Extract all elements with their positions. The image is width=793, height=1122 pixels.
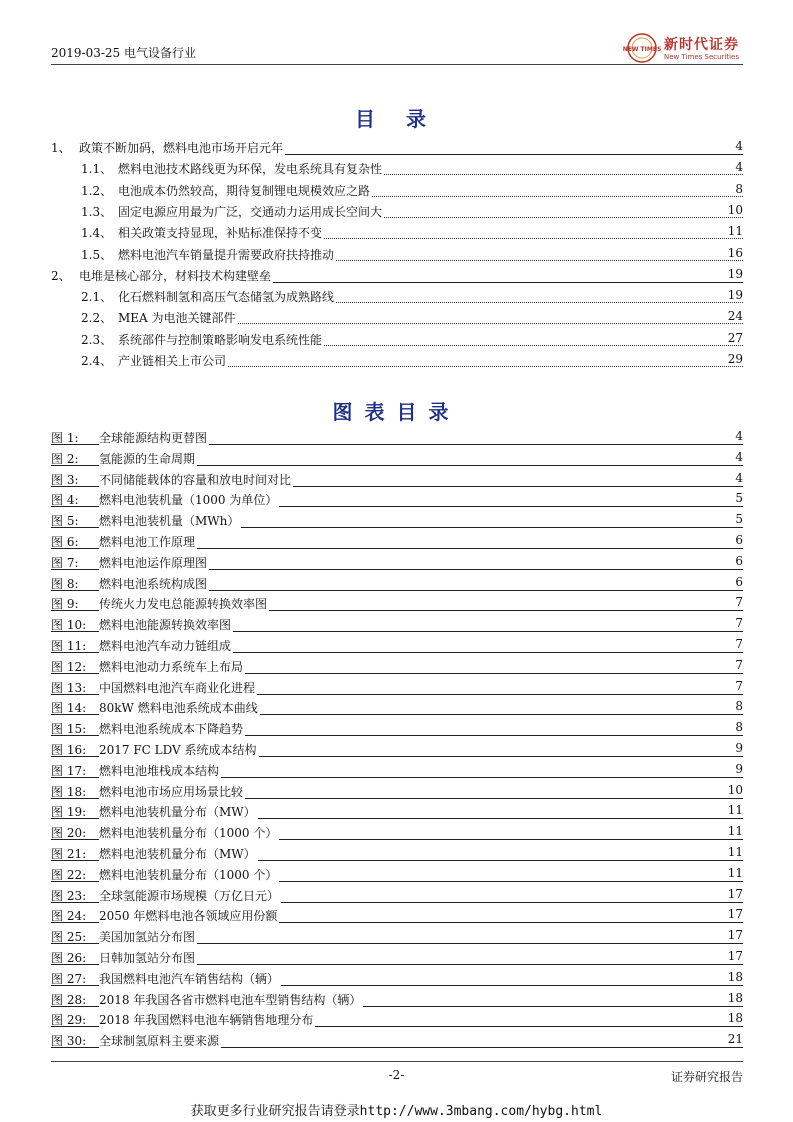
figure-entry-title: 80kW 燃料电池系统成本曲线 xyxy=(99,701,258,716)
figure-entry[interactable] xyxy=(51,552,743,572)
figure-entry-number: 图 19: xyxy=(51,805,87,820)
toc-entry-title: 燃料电池技术路线更为环保，发电系统具有复杂性 xyxy=(118,162,383,177)
figure-entry[interactable] xyxy=(51,510,743,530)
footer-page-number: -2- xyxy=(388,1068,405,1082)
figure-entry[interactable] xyxy=(51,864,743,884)
figure-entry-title: 燃料电池装机量分布（MW） xyxy=(99,805,256,820)
figure-entry-title: 燃料电池装机量分布（MW） xyxy=(99,847,256,861)
toc-entry[interactable] xyxy=(51,286,743,306)
figure-entry-page: 6 xyxy=(735,553,743,568)
toc-entry-page: 19 xyxy=(727,288,743,303)
toc-entry-number: 2.3、 xyxy=(81,332,113,347)
figure-entry-number: 图 9: xyxy=(51,597,79,612)
figure-entry[interactable] xyxy=(51,843,743,863)
figure-entry-title: 全球能源结构更替图 xyxy=(99,431,208,445)
toc-entry-page: 24 xyxy=(727,309,743,324)
figure-entry-number: 图 18: xyxy=(51,784,87,799)
figure-entry-page: 17 xyxy=(727,886,743,901)
toc-entry[interactable] xyxy=(51,158,743,178)
figure-entry[interactable] xyxy=(51,489,743,509)
figure-entry-number: 图 17: xyxy=(51,763,87,778)
logo-company-name-cn: 新时代证券 xyxy=(664,37,739,53)
figure-entry[interactable] xyxy=(51,905,743,925)
figure-entry-number: 图 1: xyxy=(51,431,79,445)
toc-entry-title: MEA 为电池关键部件 xyxy=(118,311,236,326)
figure-entry-title: 氢能源的生命周期 xyxy=(99,451,196,466)
logo-badge-text: NEW TIMES xyxy=(622,46,662,53)
figure-entry-page: 18 xyxy=(727,990,743,1005)
figure-entry[interactable] xyxy=(51,448,743,468)
figure-entry[interactable] xyxy=(51,801,743,821)
toc-entry[interactable] xyxy=(51,201,743,221)
figure-entry-title: 燃料电池装机量（MWh） xyxy=(99,514,240,529)
figure-entry-number: 图 22: xyxy=(51,867,87,882)
figure-entry[interactable] xyxy=(51,760,743,780)
figure-entry-page: 9 xyxy=(735,741,743,755)
toc-entry-title: 电堆是核心部分，材料技术构建壁垒 xyxy=(79,268,272,283)
figure-entry-number: 图 8: xyxy=(51,576,79,591)
figure-entry[interactable] xyxy=(51,989,743,1009)
figure-entry-page: 11 xyxy=(727,845,743,859)
figure-entry-page: 5 xyxy=(735,512,743,527)
figure-entry-page: 11 xyxy=(727,803,743,818)
figure-entry-number: 图 21: xyxy=(51,847,87,861)
toc-entry-title: 产业链相关上市公司 xyxy=(118,354,227,368)
toc-entry[interactable] xyxy=(51,180,743,200)
figure-entry-number: 图 13: xyxy=(51,680,87,695)
figure-entry-title: 传统火力发电总能源转换效率图 xyxy=(99,597,268,612)
toc-entry-number: 2.4、 xyxy=(81,354,113,368)
figure-entry[interactable] xyxy=(51,968,743,988)
footer-report-type: 证券研究报告 xyxy=(670,1070,743,1084)
figure-entry-page: 11 xyxy=(727,865,743,880)
figure-entry-title: 燃料电池装机量（1000 为单位） xyxy=(99,493,278,508)
figure-entry[interactable] xyxy=(51,593,743,613)
figure-entry-title: 2050 年燃料电池各领域应用份额 xyxy=(99,909,278,924)
figure-entry-title: 燃料电池能源转换效率图 xyxy=(99,618,232,633)
figure-entry[interactable] xyxy=(51,781,743,801)
toc-entry[interactable] xyxy=(51,244,743,264)
toc-entry-page: 11 xyxy=(727,224,743,239)
figure-entry-title: 燃料电池装机量分布（1000 个） xyxy=(99,826,278,841)
header-divider xyxy=(51,64,743,65)
figure-entry-number: 图 24: xyxy=(51,909,87,924)
company-logo xyxy=(622,32,746,64)
toc-entry-number: 1.3、 xyxy=(81,204,113,219)
logo-company-name-en: New Times Securities xyxy=(664,53,739,61)
figure-entry-number: 图 20: xyxy=(51,826,87,841)
toc-entry-number: 2.2、 xyxy=(81,311,113,326)
toc-heading: 目 录 xyxy=(355,107,438,131)
figure-entry-number: 图 30: xyxy=(51,1034,87,1049)
toc-entry-number: 2、 xyxy=(51,268,71,283)
figure-entry-number: 图 23: xyxy=(51,888,87,903)
figure-entry-number: 图 14: xyxy=(51,701,87,716)
figure-list-heading: 图表目录 xyxy=(332,400,461,424)
figure-entry-number: 图 11: xyxy=(51,639,87,653)
figure-entry-page: 17 xyxy=(727,949,743,963)
toc-entry-title: 系统部件与控制策略影响发电系统性能 xyxy=(118,332,323,347)
toc-entry-page: 19 xyxy=(727,266,743,281)
figure-entry-title: 燃料电池运作原理图 xyxy=(99,555,208,570)
toc-entry[interactable] xyxy=(51,307,743,327)
figure-entry-title: 日韩加氢站分布图 xyxy=(99,951,196,965)
figure-entry-number: 图 3: xyxy=(51,472,79,487)
toc-entry-page: 4 xyxy=(735,160,743,175)
figure-entry-number: 图 25: xyxy=(51,930,87,945)
figure-entry[interactable] xyxy=(51,947,743,967)
figure-entry-page: 4 xyxy=(735,449,743,464)
figure-entry-title: 不同储能载体的容量和放电时间对比 xyxy=(99,472,292,487)
figure-entry-title: 全球氢能源市场规模（万亿日元） xyxy=(99,888,280,903)
figure-entry-number: 图 26: xyxy=(51,951,87,965)
toc-entry-title: 固定电源应用最为广泛，交通动力运用成长空间大 xyxy=(118,204,383,219)
figure-entry-page: 10 xyxy=(727,782,743,797)
toc-entry-page: 10 xyxy=(727,202,743,217)
figure-entry-page: 6 xyxy=(735,533,743,547)
figure-entry-title: 燃料电池系统成本下降趋势 xyxy=(99,722,244,737)
figure-entry-page: 11 xyxy=(727,824,743,839)
toc-entry-page: 16 xyxy=(727,245,743,260)
footer-divider xyxy=(51,1061,743,1062)
toc-entry-page: 27 xyxy=(727,330,743,345)
figure-entry-page: 8 xyxy=(735,699,743,714)
figure-entry-page: 21 xyxy=(727,1032,743,1047)
toc-entry-page: 29 xyxy=(727,352,743,366)
figure-entry[interactable] xyxy=(51,614,743,634)
toc-entry-page: 8 xyxy=(735,181,743,196)
figure-entry-title: 全球制氢原料主要来源 xyxy=(99,1034,220,1049)
figure-entry[interactable] xyxy=(51,1009,743,1029)
figure-entry-title: 美国加氢站分布图 xyxy=(99,930,196,945)
toc-entry-title: 政策不断加码，燃料电池市场开启元年 xyxy=(79,141,284,155)
toc-entry-number: 1、 xyxy=(51,141,71,155)
figure-entry-number: 图 28: xyxy=(51,992,87,1007)
figure-entry-page: 7 xyxy=(735,595,743,610)
figure-entry-number: 图 29: xyxy=(51,1013,87,1028)
figure-entry-title: 燃料电池堆栈成本结构 xyxy=(99,763,220,778)
figure-entry-page: 7 xyxy=(735,637,743,651)
figure-entry-title: 2017 FC LDV 系统成本结构 xyxy=(99,743,257,757)
figure-entry-number: 图 16: xyxy=(51,743,87,757)
figure-entry[interactable] xyxy=(51,469,743,489)
figure-entry-number: 图 4: xyxy=(51,493,79,508)
figure-entry-number: 图 6: xyxy=(51,535,79,549)
toc-entry-number: 1.5、 xyxy=(81,247,113,262)
figure-entry[interactable] xyxy=(51,822,743,842)
figure-entry-title: 中国燃料电池汽车商业化进程 xyxy=(99,680,256,695)
toc-entry-title: 燃料电池汽车销量提升需要政府扶持推动 xyxy=(118,247,335,262)
figure-entry[interactable] xyxy=(51,573,743,593)
figure-entry-page: 9 xyxy=(735,761,743,776)
figure-entry-number: 图 27: xyxy=(51,971,87,986)
figure-entry-title: 2018 年我国各省市燃料电池车型销售结构（辆） xyxy=(99,992,362,1007)
figure-entry[interactable] xyxy=(51,1030,743,1050)
figure-entry-page: 7 xyxy=(735,616,743,631)
toc-entry-number: 1.2、 xyxy=(81,183,113,198)
figure-entry[interactable] xyxy=(51,926,743,946)
figure-entry[interactable] xyxy=(51,718,743,738)
figure-entry[interactable] xyxy=(51,677,743,697)
figure-entry-page: 5 xyxy=(735,491,743,506)
figure-entry-title: 燃料电池汽车动力链组成 xyxy=(99,639,232,653)
figure-entry[interactable] xyxy=(51,697,743,717)
figure-entry-number: 图 2: xyxy=(51,451,79,466)
figure-entry-page: 7 xyxy=(735,678,743,693)
figure-entry-page: 7 xyxy=(735,657,743,672)
toc-entry[interactable] xyxy=(51,137,743,157)
toc-entry-title: 相关政策支持显现，补贴标准保持不变 xyxy=(118,226,323,241)
toc-entry[interactable] xyxy=(51,329,743,349)
figure-entry-title: 燃料电池动力系统车上布局 xyxy=(99,659,244,674)
figure-entry-title: 燃料电池市场应用场景比较 xyxy=(99,784,244,799)
header-date-industry: 2019-03-25 电气设备行业 xyxy=(51,46,197,60)
figure-entry-number: 图 10: xyxy=(51,618,87,633)
figure-entry[interactable] xyxy=(51,635,743,655)
figure-entry[interactable] xyxy=(51,531,743,551)
figure-entry-page: 17 xyxy=(727,907,743,922)
toc-entry-number: 1.1、 xyxy=(81,162,113,177)
figure-entry-page: 17 xyxy=(727,928,743,943)
toc-entry-title: 化石燃料制氢和高压气态储氢为成熟路线 xyxy=(118,290,335,305)
toc-entry[interactable] xyxy=(51,222,743,242)
figure-entry-page: 4 xyxy=(735,429,743,443)
figure-entry-number: 图 15: xyxy=(51,722,87,737)
figure-entry-title: 燃料电池系统构成图 xyxy=(99,576,208,591)
toc-entry-title: 电池成本仍然较高，期待复制锂电规模效应之路 xyxy=(118,183,371,198)
figure-entry[interactable] xyxy=(51,656,743,676)
toc-entry[interactable] xyxy=(51,265,743,285)
figure-entry-page: 8 xyxy=(735,720,743,735)
figure-entry-page: 18 xyxy=(727,969,743,984)
new-times-badge-icon xyxy=(622,32,662,64)
toc-entry[interactable] xyxy=(51,350,743,370)
figure-entry[interactable] xyxy=(51,885,743,905)
figure-entry-title: 燃料电池工作原理 xyxy=(99,535,196,549)
figure-entry-title: 我国燃料电池汽车销售结构（辆） xyxy=(99,971,280,986)
figure-entry[interactable] xyxy=(51,739,743,759)
figure-entry-number: 图 5: xyxy=(51,514,79,529)
toc-entry-number: 1.4、 xyxy=(81,226,113,241)
figure-entry-number: 图 12: xyxy=(51,659,87,674)
figure-entry[interactable] xyxy=(51,427,743,447)
figure-entry-page: 18 xyxy=(727,1011,743,1026)
figure-entry-page: 6 xyxy=(735,574,743,589)
figure-entry-title: 2018 年我国燃料电池车辆销售地理分布 xyxy=(99,1013,314,1028)
download-link-banner[interactable]: 获取更多行业研究报告请登录http://www.3mbang.com/hybg.html xyxy=(190,1104,603,1119)
figure-entry-page: 4 xyxy=(735,470,743,485)
figure-entry-number: 图 7: xyxy=(51,555,79,570)
toc-entry-number: 2.1、 xyxy=(81,290,113,305)
toc-entry-page: 4 xyxy=(735,139,743,153)
figure-entry-title: 燃料电池装机量分布（1000 个） xyxy=(99,867,278,882)
